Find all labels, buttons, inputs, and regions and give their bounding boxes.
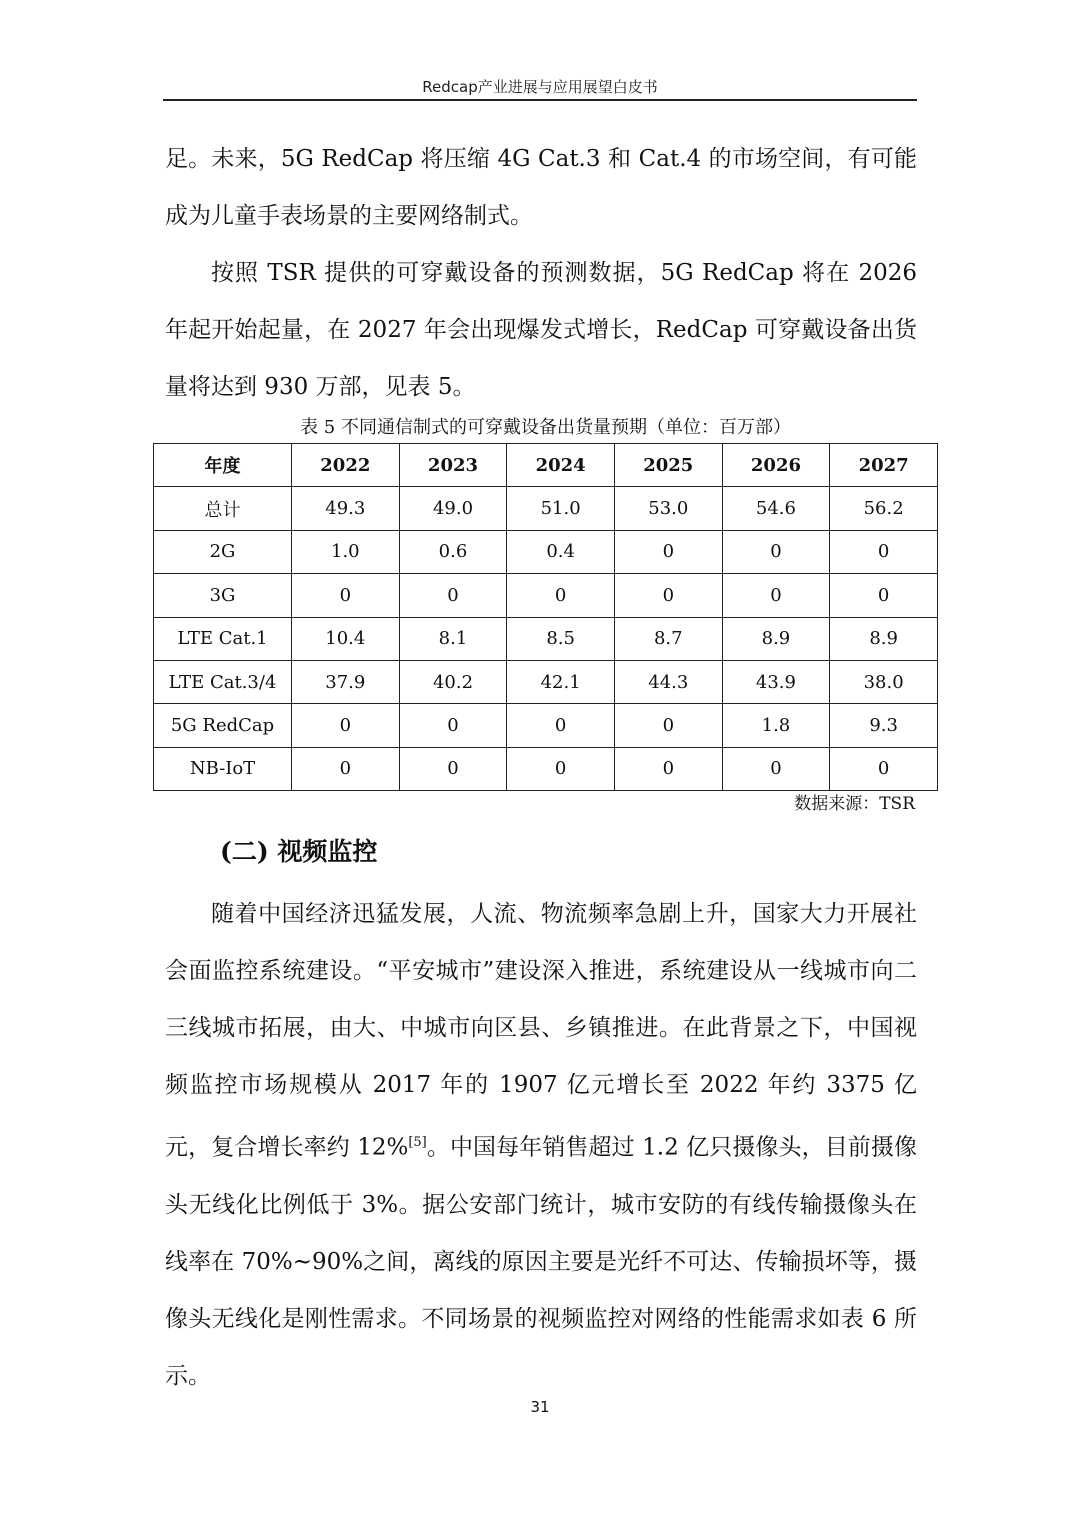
paragraph-continuation: 足。未来，5G RedCap 将压缩 4G Cat.3 和 Cat.4 的市场空间，有可能成为儿童手表场景的主要网络制式。 [165, 146, 917, 229]
table-cell: 9.3 [830, 704, 938, 747]
table-cell: 49.0 [399, 487, 507, 530]
paragraph-video-surveillance [165, 886, 917, 1405]
table-header-row [154, 444, 938, 487]
header-rule [163, 99, 917, 101]
table-cell: 0 [830, 747, 938, 790]
table-cell: LTE Cat.1 [154, 617, 292, 660]
section-heading: (二) 视频监控 [220, 837, 378, 866]
table-cell: 43.9 [722, 660, 830, 703]
table-cell: 0 [614, 704, 722, 747]
table-cell: 0 [614, 574, 722, 617]
table-cell: 44.3 [614, 660, 722, 703]
table-row [154, 530, 938, 573]
table-cell: 8.9 [830, 617, 938, 660]
table-cell: 8.1 [399, 617, 507, 660]
table-cell: 51.0 [507, 487, 615, 530]
table-row [154, 574, 938, 617]
table-cell: 37.9 [292, 660, 400, 703]
paragraph-text-part-1: 随着中国经济迅猛发展，人流、物流频率急剧上升，国家大力开展社会面监控系统建设。“平安城市”建设深入推进，系统建设从一线城市向二三线城市拓展，由大、中城市向区县、乡镇推进。在此背景之下，中国视频监控市场规模从 2017 年的 1907 亿元增长至 2022 年约 3375 亿元，复合增长率约 12% [165, 901, 917, 1161]
table-cell: 5G RedCap [154, 704, 292, 747]
data-source-note: 数据来源：TSR [794, 794, 915, 814]
paragraph-text-part-2: 。中国每年销售超过 1.2 亿只摄像头，目前摄像头无线化比例低于 3%。据公安部门统计，城市安防的有线传输摄像头在线率在 70%~90%之间，离线的原因主要是光纤不可达、传输损坏等，摄像头无线化是刚性需求。不同场景的视频监控对网络的性能需求如表 6 所示。 [165, 1134, 918, 1389]
header-cell: 2024 [507, 444, 615, 487]
table-cell: 0.6 [399, 530, 507, 573]
table-cell: 53.0 [614, 487, 722, 530]
table-row [154, 704, 938, 747]
header-cell: 2026 [722, 444, 830, 487]
table-cell: 0 [830, 530, 938, 573]
table-cell: 54.6 [722, 487, 830, 530]
shipment-table [153, 443, 938, 791]
table-cell: 2G [154, 530, 292, 573]
table-row [154, 660, 938, 703]
running-header: Redcap产业进展与应用展望白皮书 [422, 78, 658, 96]
table-cell: 38.0 [830, 660, 938, 703]
table-cell: 8.9 [722, 617, 830, 660]
table-cell: 0 [614, 747, 722, 790]
table-cell: 0 [292, 747, 400, 790]
table-cell: NB-IoT [154, 747, 292, 790]
table-row [154, 617, 938, 660]
header-cell: 2025 [614, 444, 722, 487]
table-cell: 3G [154, 574, 292, 617]
table-cell: 0 [399, 704, 507, 747]
table-cell: 8.5 [507, 617, 615, 660]
table-caption: 表 5 不同通信制式的可穿戴设备出货量预期（单位：百万部） [300, 417, 791, 438]
table-cell: 0 [399, 574, 507, 617]
table-cell: 56.2 [830, 487, 938, 530]
table-cell: 42.1 [507, 660, 615, 703]
table-cell: 8.7 [614, 617, 722, 660]
table-cell: 0 [722, 574, 830, 617]
table-cell: 0 [399, 747, 507, 790]
table-cell: 1.8 [722, 704, 830, 747]
table-cell: 0 [722, 530, 830, 573]
header-cell: 2022 [292, 444, 400, 487]
table-cell: 0 [614, 530, 722, 573]
paragraph-tsr-forecast: 按照 TSR 提供的可穿戴设备的预测数据，5G RedCap 将在 2026 年起开始起量，在 2027 年会出现爆发式增长，RedCap 可穿戴设备出货量将达到 930 万部，见表 5。 [165, 260, 917, 400]
table-cell: 0 [830, 574, 938, 617]
table-cell: 49.3 [292, 487, 400, 530]
table-cell: 1.0 [292, 530, 400, 573]
header-cell: 2027 [830, 444, 938, 487]
table-cell: 40.2 [399, 660, 507, 703]
table-cell: 0 [507, 704, 615, 747]
citation-reference[interactable]: [5] [408, 1135, 427, 1150]
page-number: 31 [530, 1398, 550, 1416]
table-cell: 10.4 [292, 617, 400, 660]
table-cell: 0 [292, 704, 400, 747]
header-cell: 2023 [399, 444, 507, 487]
table-cell: 0 [507, 574, 615, 617]
table-cell: 0 [722, 747, 830, 790]
table-row [154, 487, 938, 530]
table-row [154, 747, 938, 790]
header-cell: 年度 [154, 444, 292, 487]
table-cell: 0.4 [507, 530, 615, 573]
table-cell: 0 [507, 747, 615, 790]
table-cell: 0 [292, 574, 400, 617]
table-cell: LTE Cat.3/4 [154, 660, 292, 703]
table-cell: 总计 [154, 487, 292, 530]
